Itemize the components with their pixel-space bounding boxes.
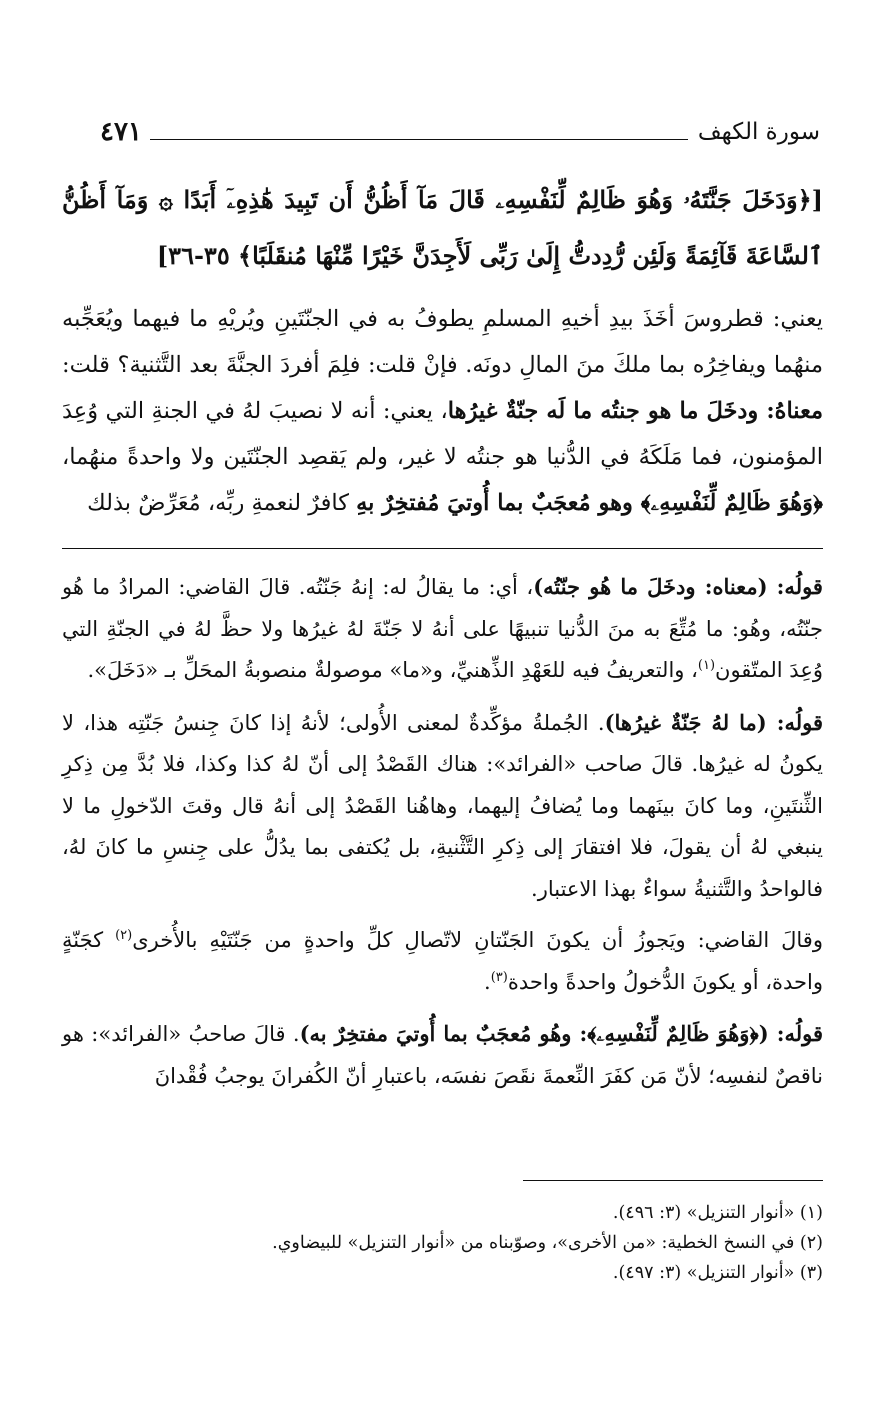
- footnote-rule: [523, 1180, 823, 1181]
- main-text-part1: يعني: قطروسَ أخَذَ بيدِ أخيهِ المسلمِ يطوفُ به في الجنّتَينِ ويُريْهِ ما فيهما ويُعَجِّبه منهُما ويفاخِرُه بما ملكَ منَ المالِ دونَه. فإنْ قلت: فلِمَ أفردَ الجنَّةَ بعد التَّثنية؟ قلت:: [62, 306, 823, 378]
- commentary-lead-2: قولُه: (ما لهُ جَنّةٌ غيرُها): [604, 709, 823, 735]
- main-text-part3: كافرٌ لنعمةِ ربِّه، مُعَرِّضٌ بذلك: [87, 490, 357, 516]
- page-number: ٤٧١: [100, 117, 142, 147]
- commentary-text-1: ، أي: ما يقالُ له: إنهُ جَنّتُه. قالَ القاضي: المرادُ ما هُو جنّتُه، وهُو: ما مُتِّعَ به منَ الدُّنيا تنبيهًا على أنهُ لا جَنّةَ لهُ غيرُها ولا حظَّ لهُ في الجنّةِ التي وُعِدَ المتّقون: [62, 575, 823, 682]
- footnote-ref-2: (٢): [115, 928, 133, 943]
- footnote-1: (١) «أنوار التنزيل» (٣: ٤٩٦).: [612, 1203, 823, 1223]
- footnotes: [62, 1198, 823, 1288]
- commentary-mid-3: كجَنّةٍ واحدة، أو يكونَ الدُّخولُ واحدةً واحدة: [62, 928, 823, 994]
- header-rule: [150, 139, 688, 140]
- commentary-paragraph-3: [62, 920, 823, 1003]
- footnote-ref-1: (١): [697, 658, 716, 673]
- commentary: [62, 566, 823, 1107]
- commentary-tail-1: ، والتعريفُ فيه للعَهْدِ الذِّهنيِّ، و«ما» موصولةٌ منصوبةُ المحَلِّ بـ «دَخَلَ».: [87, 658, 698, 682]
- commentary-text-2: . الجُملةُ مؤكِّدةٌ لمعنى الأُولى؛ لأنهُ إذا كانَ جِنسُ جَنّتِه هذا، لا يكونُ له غيرُها. قالَ صاحب «الفرائد»: هناك القَصْدُ إلى أنّ لهُ كذا وكذا، فلا بُدَّ مِن ذِكرِ الثِّنتَينِ، وما كانَ بينَهما وما يُضافُ إليهما، وهاهُنا القَصْدُ إلى أنهُ قال وقتَ الدّخولِ ما لا ينبغي لهُ أن يقولَ، فلا افتقارَ إلى ذِكرِ التَّثْنيةِ، بل يُكتفى بما يدُلُّ على جِنسِ ما كانَ لهُ، فالواحدُ والتَّثنيةُ سواءٌ بهذا الاعتبار.: [62, 710, 823, 901]
- commentary-lead-1: قولُه: (معناه: ودخَلَ ما هُو جنّتُه): [533, 574, 823, 599]
- commentary-end-3: .: [484, 969, 491, 994]
- main-text-part2: ، يعني: أنه لا نصيبَ لهُ في الجنةِ التي وُعِدَ المؤمنون، فما مَلَكَهُ في الدُّنيا هو جنتُه لا غير، ولم يَقصِد الجنّتَين ولا واحدةً منهُما،: [62, 398, 823, 470]
- surah-title: سورة الكهف: [697, 119, 820, 145]
- commentary-text-4: . قالَ صاحبُ «الفرائد»: هو ناقصٌ لنفسِه؛ لأنّ مَن كفَرَ النِّعمةَ نقَصَ نفسَه، باعتبارِ أنّ الكُفرانَ يوجبُ فُقْدانَ: [62, 1022, 823, 1088]
- footnote-ref-3: (٣): [490, 969, 508, 985]
- commentary-text-3: وقالَ القاضي: ويَجوزُ أن يكونَ الجَنّتانِ لاتّصالِ كلِّ واحدةٍ من جَنّتَيْهِ بالأُخرى: [132, 928, 823, 952]
- commentary-paragraph-4: [62, 1013, 823, 1097]
- main-text-lead2: ﴿وَهُوَ ظَالِمٌ لِّنَفْسِهِۦ﴾ وهو مُعجَبٌ بما أُوتيَ مُفتخِرٌ بهِ: [356, 490, 823, 516]
- main-text: [62, 296, 823, 526]
- quran-verse: [﴿وَدَخَلَ جَنَّتَهُۥ وَهُوَ ظَالِمٌ لِّنَفْسِهِۦ قَالَ مَآ أَظُنُّ أَن تَبِيدَ هَٰذِهِۦٓ أَبَدًا ۞ وَمَآ أَظُنُّ ٱلسَّاعَةَ قَآئِمَةً وَلَئِن رُّدِدتُّ إِلَىٰ رَبِّى لَأَجِدَنَّ خَيْرًا مِّنْهَا مُنقَلَبًا﴾ ٣٥-٣٦]: [62, 185, 823, 270]
- main-text-lead1: معناهُ: ودخَلَ ما هو جنتُه ما لَه جنّةٌ غيرُها: [447, 398, 823, 424]
- footnote-2: (٢) في النسخ الخطية: «من الأخرى»، وصوّبناه من «أنوار التنزيل» للبيضاوي.: [272, 1233, 823, 1253]
- section-divider: [62, 548, 823, 549]
- commentary-paragraph-1: [62, 566, 823, 692]
- footnote-3: (٣) «أنوار التنزيل» (٣: ٤٩٧).: [612, 1263, 823, 1283]
- commentary-lead-4: قولُه: (﴿وَهُوَ ظَالِمٌ لِّنَفْسِهِۦ﴾: وهُو مُعجَبٌ بما أُوتيَ مفتخِرٌ به): [299, 1021, 823, 1046]
- commentary-paragraph-2: [62, 702, 823, 911]
- page-header: [100, 112, 820, 152]
